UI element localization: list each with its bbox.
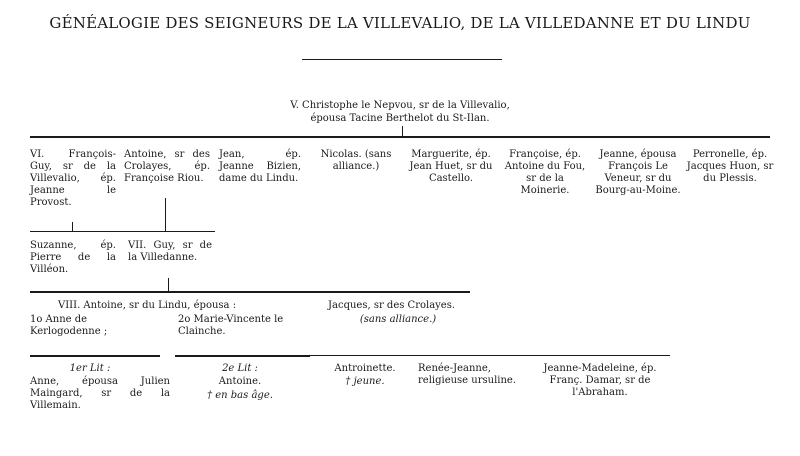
gen7-suzanne: Suzanne, ép. Pierre de la Villéon.	[30, 240, 116, 275]
gen7-guy: VII. Guy, sr de la Villedanne.	[128, 240, 212, 263]
gen6-marguerite: Marguerite, ép. Jean Huet, sr du Castello.	[409, 149, 493, 184]
gen6-jeanne: Jeanne, épousa François Le Veneur, sr du Bourg-au-Moine.	[595, 149, 681, 196]
root-line1: V. Christophe le Nepvou, sr de la Villevalio,	[290, 100, 510, 111]
gen6-antoine: Antoine, sr des Crolayes, ép. Françoise Riou.	[124, 149, 210, 184]
gen9-antoine: Antoine.	[218, 376, 262, 387]
gen9-antroinette-note: † jeune.	[345, 376, 385, 387]
gen6-francois-guy: VI. François-Guy, sr de la Villevalio, ép. Jeanne le Provost.	[30, 149, 116, 208]
root-line2: épousa Tacine Berthelot du St-Ilan.	[310, 113, 490, 124]
gen8-jacques-note: (sans alliance.)	[359, 314, 437, 325]
gen9-bracket	[310, 355, 670, 356]
lit1-bracket	[30, 355, 160, 357]
gen8-wife1: 1o Anne de Kerlogodenne ;	[30, 314, 108, 337]
gen6-perronelle: Perronelle, ép. Jacques Huon, sr du Plessis.	[686, 149, 774, 184]
lit2-bracket	[175, 355, 310, 357]
antoine-connector	[165, 198, 166, 232]
gen9-anne: Anne, épousa Julien Maingard, sr de la Villemain.	[30, 376, 170, 411]
root-connector	[402, 126, 403, 136]
gen8-bracket	[30, 291, 470, 293]
gen6-nicolas: Nicolas. (sans alliance.)	[320, 149, 392, 172]
gen8-jacques: Jacques, sr des Crolayes.	[328, 300, 456, 311]
gen9-lit1: 1er Lit :	[69, 363, 111, 374]
gen9-antroinette: Antroinette.	[334, 363, 396, 374]
title-underline	[302, 59, 502, 60]
gen6-bracket	[30, 136, 770, 138]
guy-connector	[168, 278, 169, 292]
page-title: GÉNÉALOGIE DES SEIGNEURS DE LA VILLEVALIO, DE LA VILLEDANNE ET DU LINDU	[49, 14, 751, 32]
gen9-antoine-note: † en bas âge.	[207, 390, 273, 401]
gen9-jeanne-madeleine: Jeanne-Madeleine, ép. Franç. Damar, sr de l'Abraham.	[543, 363, 657, 398]
gen8-wife2: 2o Marie-Vincente le Clainche.	[178, 314, 284, 337]
gen9-renee-jeanne: Renée-Jeanne, religieuse ursuline.	[418, 363, 517, 386]
gen6-francoise: Françoise, ép. Antoine du Fou, sr de la Moinerie.	[504, 149, 586, 196]
gen9-lit2: 2e Lit :	[222, 363, 258, 374]
gen6-jean: Jean, ép. Jeanne Bizien, dame du Lindu.	[219, 149, 301, 184]
gen8-antoine: VIII. Antoine, sr du Lindu, épousa :	[58, 300, 237, 311]
gen7-bracket	[30, 231, 215, 232]
